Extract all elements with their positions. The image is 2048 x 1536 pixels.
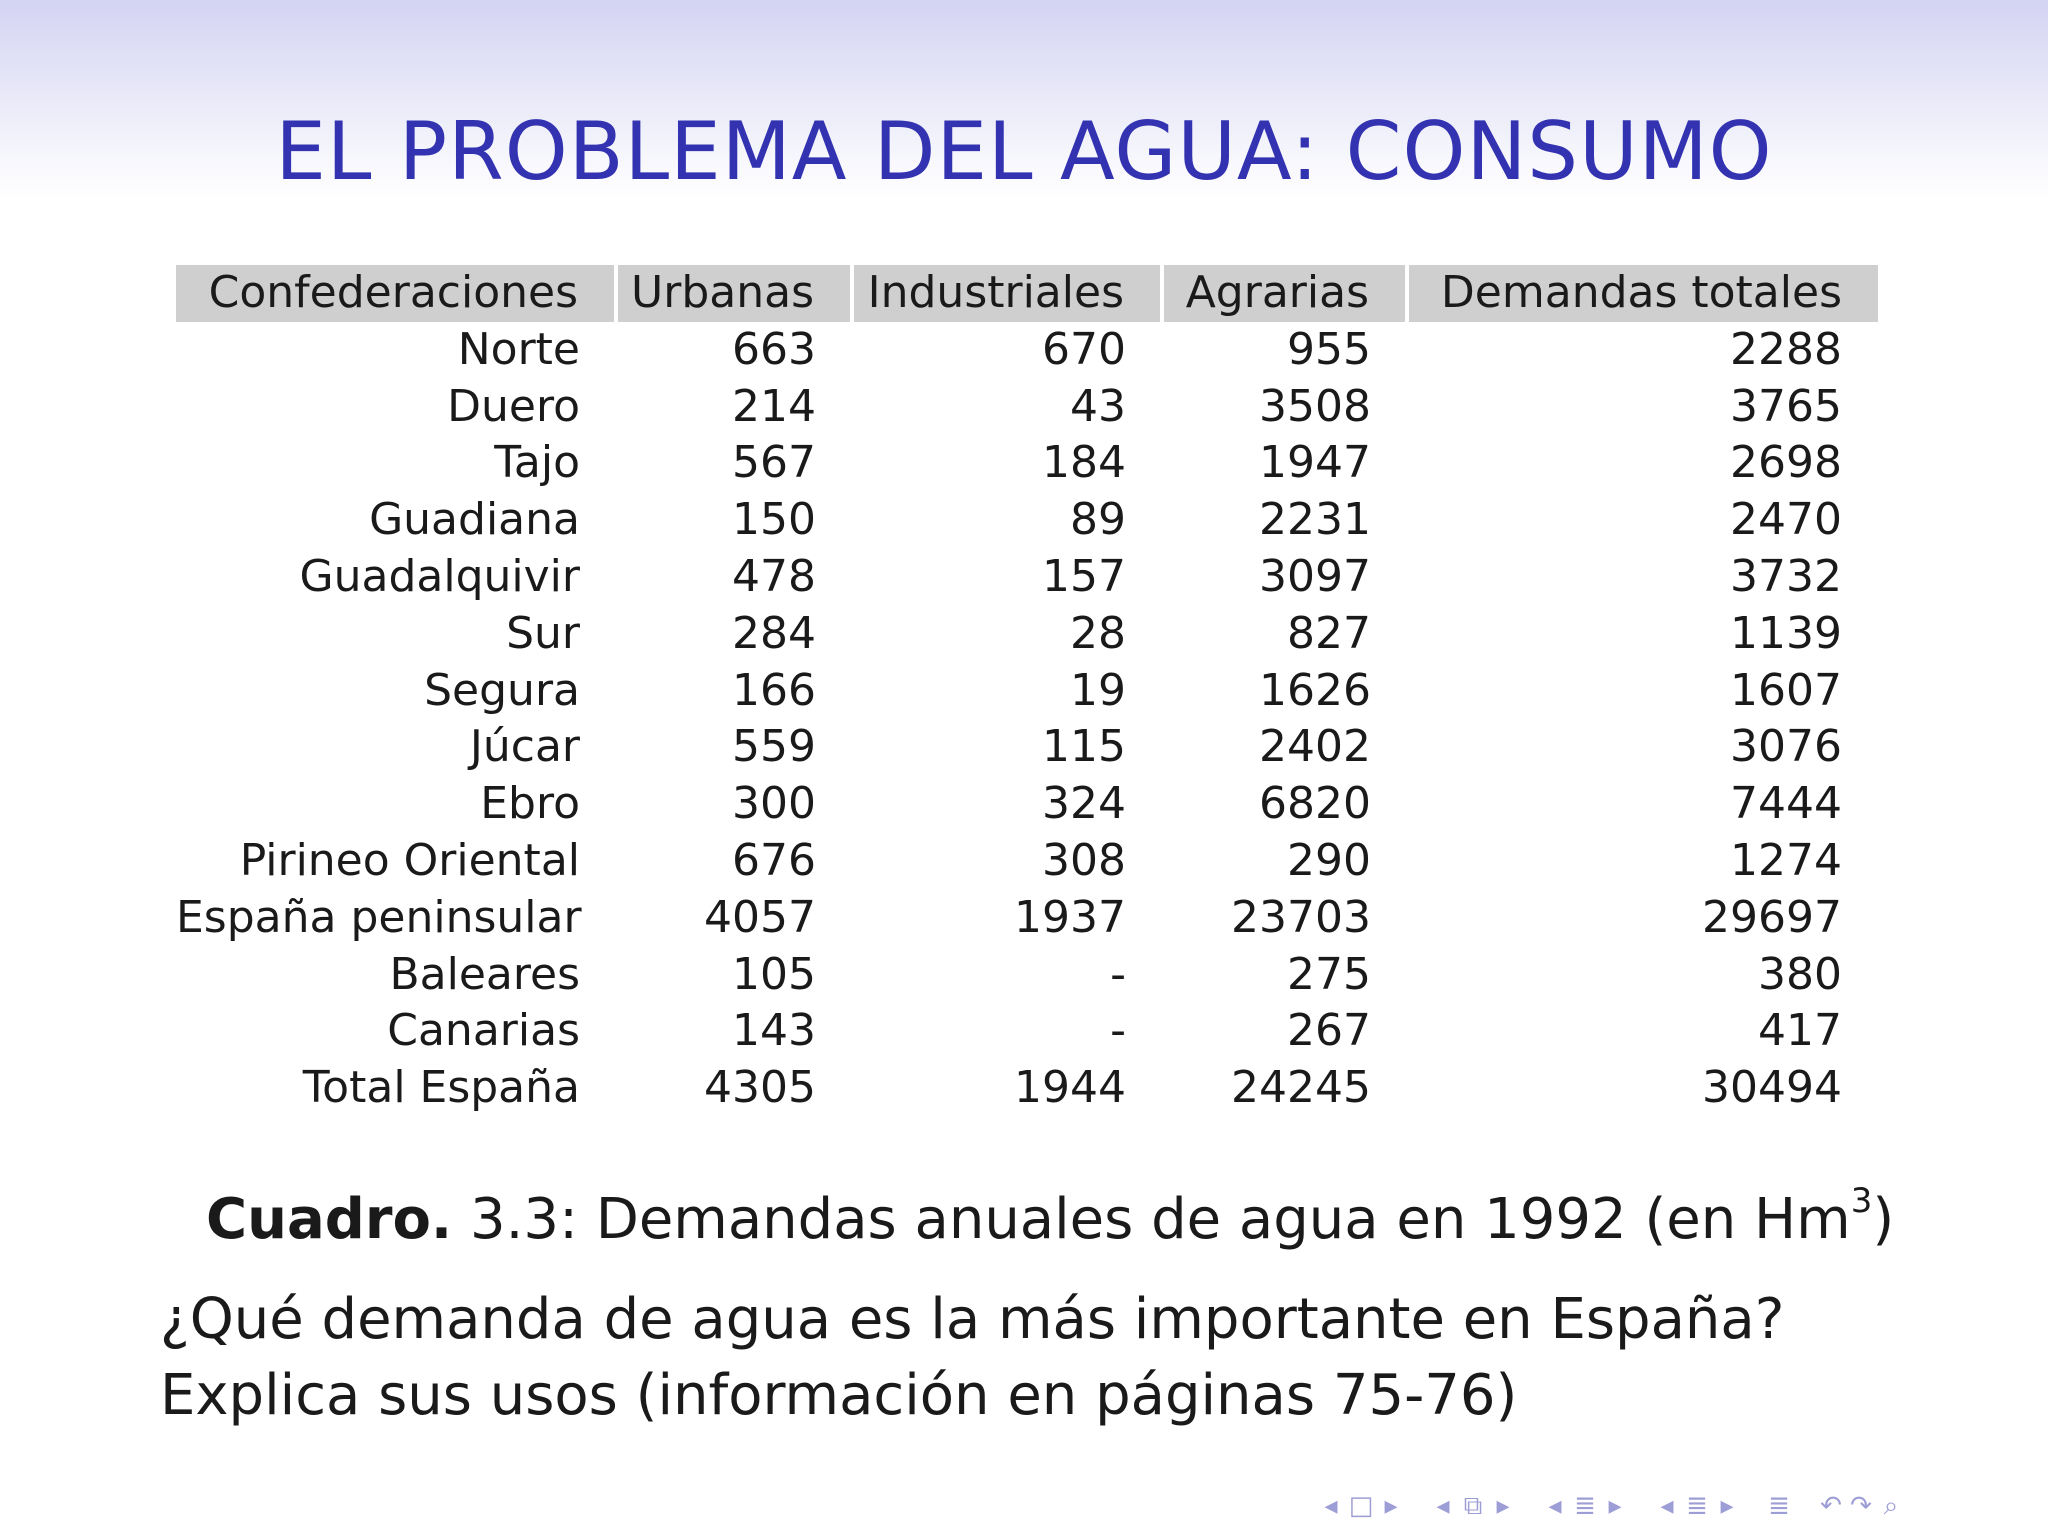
cell-agrarias: 3508 [1259, 380, 1371, 432]
nav-search-icon[interactable]: ⌕ [1883, 1490, 1899, 1521]
cell-industriales: 324 [1042, 778, 1126, 830]
nav-next-subsection-icon[interactable]: ▸ [1608, 1491, 1622, 1521]
table-row [176, 890, 1878, 947]
table-row [176, 776, 1878, 833]
cell-confederacion: Pirineo Oriental [239, 834, 580, 886]
cell-confederacion: Guadalquivir [299, 550, 580, 602]
cell-confederacion: Guadiana [369, 494, 580, 546]
cell-industriales: - [1110, 948, 1126, 1000]
cell-demandas-totales: 2698 [1730, 437, 1842, 489]
header-urbanas: Urbanas [616, 265, 852, 322]
table-row [176, 435, 1878, 492]
cell-industriales: 28 [1070, 607, 1126, 659]
nav-next-section-icon[interactable]: ▸ [1720, 1491, 1734, 1521]
cell-industriales: 1944 [1014, 1062, 1126, 1114]
cell-urbanas: 150 [732, 494, 816, 546]
data-table-wrapper [176, 265, 1878, 1117]
cell-demandas-totales: 1607 [1730, 664, 1842, 716]
cell-demandas-totales: 3732 [1730, 550, 1842, 602]
cell-agrarias: 1626 [1259, 664, 1371, 716]
cell-urbanas: 284 [732, 607, 816, 659]
water-demand-table [176, 265, 1878, 1117]
cell-confederacion: Ebro [480, 778, 580, 830]
cell-confederacion: Sur [506, 607, 580, 659]
cell-confederacion: Baleares [389, 948, 580, 1000]
cell-urbanas: 663 [732, 323, 816, 375]
question-text [160, 1282, 1784, 1434]
cell-urbanas: 567 [732, 437, 816, 489]
table-body [176, 322, 1878, 1117]
nav-align-icon[interactable]: ≣ [1768, 1491, 1790, 1521]
nav-subsection-icon[interactable]: ≣ [1574, 1491, 1596, 1521]
cell-demandas-totales: 3076 [1730, 721, 1842, 773]
nav-slide-icon[interactable]: □ [1348, 1491, 1374, 1521]
header-demandas-totales: Demandas totales [1407, 265, 1878, 322]
question-line-2: Explica sus usos (información en páginas 75-76) [160, 1363, 1518, 1428]
cell-urbanas: 166 [732, 664, 816, 716]
caption-text: 3.3: Demandas anuales de agua en 1992 (en Hm [452, 1187, 1851, 1252]
table-caption [206, 1180, 1894, 1260]
cell-industriales: 115 [1042, 721, 1126, 773]
cell-industriales: 43 [1070, 380, 1126, 432]
cell-demandas-totales: 30494 [1702, 1062, 1842, 1114]
nav-prev-frame-icon[interactable]: ◂ [1436, 1491, 1450, 1521]
cell-confederacion: Total España [302, 1062, 580, 1114]
cell-confederacion: Norte [457, 323, 580, 375]
cell-urbanas: 300 [732, 778, 816, 830]
cell-industriales: 157 [1042, 550, 1126, 602]
cell-urbanas: 559 [732, 721, 816, 773]
cell-agrarias: 955 [1287, 323, 1371, 375]
table-row [176, 549, 1878, 606]
cell-demandas-totales: 1274 [1730, 834, 1842, 886]
cell-demandas-totales: 2288 [1730, 323, 1842, 375]
cell-agrarias: 267 [1287, 1005, 1371, 1057]
nav-next-slide-icon[interactable]: ▸ [1384, 1491, 1398, 1521]
table-header-row [176, 265, 1878, 322]
cell-industriales: 89 [1070, 494, 1126, 546]
cell-industriales: 308 [1042, 834, 1126, 886]
cell-industriales: 1937 [1014, 891, 1126, 943]
table-row [176, 947, 1878, 1004]
cell-agrarias: 2231 [1259, 494, 1371, 546]
table-row [176, 606, 1878, 663]
table-row [176, 1060, 1878, 1117]
cell-urbanas: 143 [732, 1005, 816, 1057]
beamer-navigation [1316, 1488, 1906, 1524]
cell-urbanas: 4305 [704, 1062, 816, 1114]
cell-agrarias: 23703 [1231, 891, 1371, 943]
cell-demandas-totales: 380 [1758, 948, 1842, 1000]
nav-next-frame-icon[interactable]: ▸ [1496, 1491, 1510, 1521]
cell-urbanas: 478 [732, 550, 816, 602]
cell-agrarias: 1947 [1259, 437, 1371, 489]
table-row [176, 322, 1878, 379]
cell-confederacion: Canarias [387, 1005, 580, 1057]
table-row [176, 492, 1878, 549]
cell-urbanas: 4057 [704, 891, 816, 943]
cell-demandas-totales: 3765 [1730, 380, 1842, 432]
cell-agrarias: 290 [1287, 834, 1371, 886]
cell-agrarias: 827 [1287, 607, 1371, 659]
cell-urbanas: 676 [732, 834, 816, 886]
header-confederaciones: Confederaciones [176, 265, 616, 322]
table-row [176, 719, 1878, 776]
table-row [176, 1003, 1878, 1060]
table-row [176, 663, 1878, 720]
cell-confederacion: Tajo [494, 437, 580, 489]
cell-agrarias: 3097 [1259, 550, 1371, 602]
nav-section-icon[interactable]: ≣ [1686, 1491, 1708, 1521]
cell-industriales: 670 [1042, 323, 1126, 375]
cell-urbanas: 214 [732, 380, 816, 432]
nav-back-icon[interactable]: ↶ [1820, 1491, 1842, 1521]
cell-agrarias: 2402 [1259, 721, 1371, 773]
table-row [176, 833, 1878, 890]
nav-prev-slide-icon[interactable]: ◂ [1324, 1491, 1338, 1521]
question-line-1: ¿Qué demanda de agua es la más importante en España? [160, 1287, 1785, 1352]
cell-confederacion: Segura [424, 664, 580, 716]
nav-prev-section-icon[interactable]: ◂ [1660, 1491, 1674, 1521]
caption-close: ) [1872, 1187, 1895, 1252]
header-industriales: Industriales [852, 265, 1162, 322]
nav-prev-subsection-icon[interactable]: ◂ [1548, 1491, 1562, 1521]
cell-urbanas: 105 [732, 948, 816, 1000]
cell-industriales: - [1110, 1005, 1126, 1057]
slide-title: EL PROBLEMA DEL AGUA: CONSUMO [275, 105, 1773, 198]
cell-agrarias: 24245 [1231, 1062, 1371, 1114]
nav-frame-icon[interactable]: ⧉ [1463, 1490, 1483, 1521]
cell-agrarias: 275 [1287, 948, 1371, 1000]
cell-demandas-totales: 7444 [1730, 778, 1842, 830]
cell-confederacion: España peninsular [176, 891, 582, 943]
caption-lead: Cuadro. [206, 1187, 453, 1252]
cell-demandas-totales: 1139 [1730, 607, 1842, 659]
cell-confederacion: Júcar [469, 721, 580, 773]
cell-demandas-totales: 417 [1758, 1005, 1842, 1057]
header-agrarias: Agrarias [1162, 265, 1407, 322]
cell-industriales: 184 [1042, 437, 1126, 489]
table-row [176, 379, 1878, 436]
caption-superscript: 3 [1850, 1181, 1873, 1221]
cell-demandas-totales: 29697 [1702, 891, 1842, 943]
cell-agrarias: 6820 [1259, 778, 1371, 830]
cell-industriales: 19 [1070, 664, 1126, 716]
cell-demandas-totales: 2470 [1730, 494, 1842, 546]
nav-forward-icon[interactable]: ↷ [1850, 1491, 1872, 1521]
cell-confederacion: Duero [447, 380, 580, 432]
